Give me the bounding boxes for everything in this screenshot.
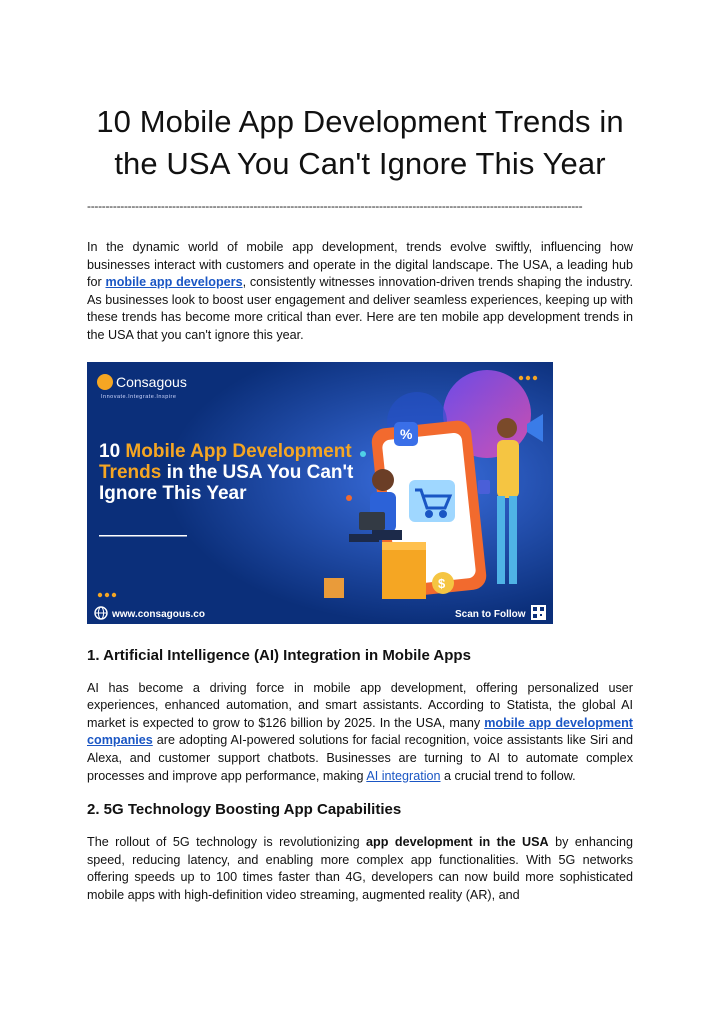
ai-integration-link[interactable]: AI integration [366, 768, 441, 783]
box-icon [324, 578, 344, 598]
intro-text-1: In the dynamic world of mobile app development, trends evolve swiftly, influencing how businesses interact with customers and operate in the digital landscape. The USA, a leading hub for [87, 240, 633, 290]
section-2-text-2: by enhancing speed, reducing latency, and enabling more complex app functionalities. With 5G networks offering speeds up to 100 times faster than 4G, developers can now build more sophisticated mobile apps with high-definition video streaming, augmented reality (AR), and [87, 835, 633, 902]
scan-to-follow-label: Scan to Follow [455, 608, 526, 620]
svg-text:%: % [400, 425, 413, 442]
percent-badge-icon [394, 422, 418, 446]
website-url: www.consagous.co [112, 608, 205, 620]
separator-line: -------------------------------------------------------------------------------------------------------------------------------------- [87, 199, 583, 213]
hero-headline-line-2: Trends in the USA You Can't [99, 461, 354, 483]
section-2-heading: 2. 5G Technology Boosting App Capabilities [87, 801, 402, 819]
mobile-app-development-companies-link[interactable]: mobile app development companies [87, 715, 633, 748]
section-2-paragraph [87, 834, 633, 904]
section-1-text-1: AI has become a driving force in mobile app development, offering personalized user experiences, enhanced automation, and smart assistants. According to Statista, the global AI market is expected to grow to $126 billion by 2025. In the USA, many [87, 680, 633, 730]
hero-underline [99, 535, 187, 537]
title-line-2: the USA You Can't Ignore This Year [114, 146, 606, 181]
bag-icon [478, 480, 490, 494]
qr-code-icon [531, 605, 546, 620]
hero-headline-line-3: Ignore This Year [99, 482, 247, 504]
section-1-text-3: a crucial trend to follow. [440, 768, 576, 783]
section-1-text-2: are adopting AI-powered solutions for facial recognition, voice assistants like Siri and Alexa, and customer support chatbots. Businesses are turning to AI to automate complex processes and improve app performance, making [87, 733, 633, 783]
section-2-bold-text: app development in the USA [366, 835, 549, 850]
consagous-logo-icon [97, 374, 113, 390]
svg-text:$: $ [438, 575, 446, 591]
section-1-heading: 1. Artificial Intelligence (AI) Integration in Mobile Apps [87, 646, 471, 664]
hero-banner-image [87, 362, 553, 624]
hero-illustration [87, 362, 553, 624]
hero-headline-line-1: 10 Mobile App Development [99, 440, 352, 462]
intro-text-2: , consistently witnesses innovation-driven trends shaping the industry. As businesses look to boost user engagement and deliver seamless experiences, keeping up with these trends has become more critical than ever. Here are ten mobile app development trends in the USA that you can't ignore this year. [87, 275, 633, 342]
section-2-text-1: The rollout of 5G technology is revolutionizing [87, 835, 367, 850]
intro-paragraph [87, 239, 633, 345]
location-pin-icon [360, 451, 366, 457]
document-page [87, 0, 633, 905]
title-line-1: 10 Mobile App Development Trends in [96, 104, 624, 139]
document-title [87, 101, 633, 185]
section-1-paragraph [87, 680, 633, 786]
coin-icon [432, 572, 454, 594]
mobile-app-developers-link[interactable]: mobile app developers [105, 275, 243, 290]
laptop-icon [359, 512, 385, 530]
brand-name: Consagous [116, 373, 187, 390]
brand-tagline: Innovate.Integrate.Inspire [101, 393, 177, 400]
